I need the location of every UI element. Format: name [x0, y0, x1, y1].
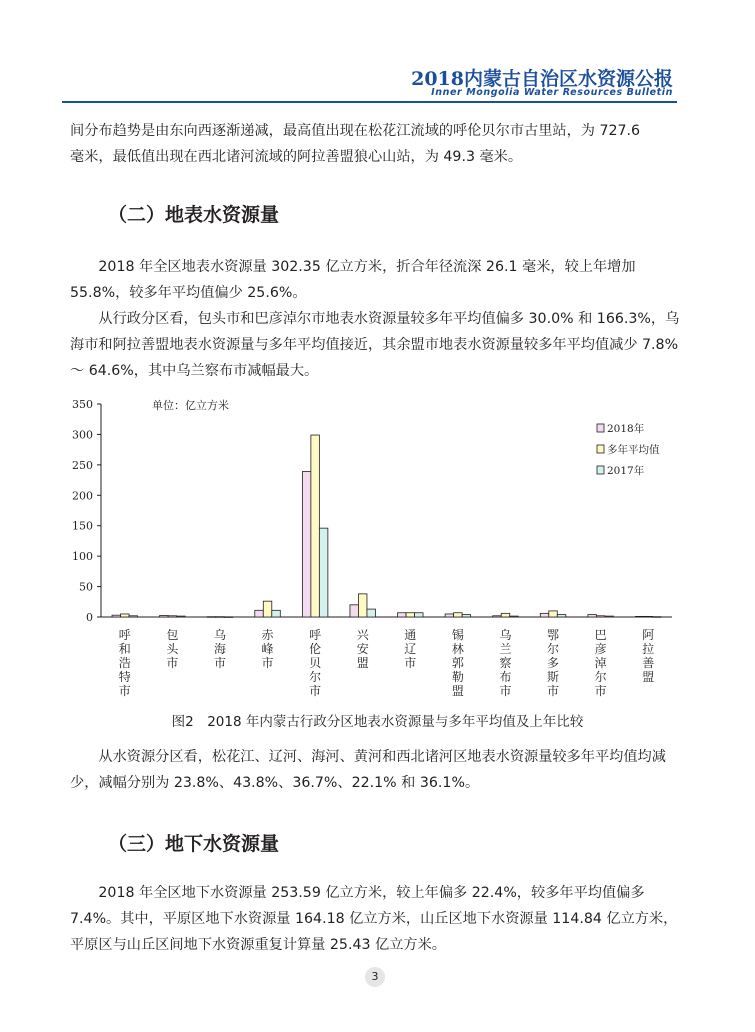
bar-1-8 — [501, 613, 510, 617]
category-label-5: 兴安盟 — [356, 628, 369, 670]
bar-2-8 — [510, 616, 519, 617]
bar-2-1 — [177, 616, 186, 617]
bar-2-0 — [129, 616, 138, 617]
bulletin-title: 2018内蒙古自治区水资源公报 — [411, 68, 673, 90]
bar-2-9 — [557, 615, 566, 617]
paragraph-0-line-1: 间分布趋势是由东向西逐渐递减，最高值出现在松花江流域的呼伦贝尔市古里站，为 727.6 — [70, 123, 641, 139]
paragraph-surface-total: 2018 年全区地表水资源量 302.35 亿立方米，折合年径流深 26.1 毫米，较上年增加 55.8%，较多年平均值偏少 25.6%。 — [70, 259, 636, 301]
bar-0-10 — [588, 615, 597, 617]
category-label-1: 包头市 — [166, 628, 179, 670]
y-tick-label-3: 150 — [72, 519, 93, 533]
bar-0-2 — [207, 617, 216, 618]
paragraph-groundwater: 2018 年全区地下水资源量 253.59 亿立方米，较上年偏多 22.4%，较多年平均值偏多 7.4%。其中，平原区地下水资源量 164.18 亿立方米，山丘区地下水资源量 114.84 亿立方米，平原区与山丘区间地下水资源重复计算量 25.43 亿立方米。 — [70, 885, 678, 953]
paragraph-water-zones: 从水资源分区看，松花江、辽河、海河、黄河和西北诸河区地表水资源量较多年平均值均减少，减幅分别为 23.8%、43.8%、36.7%、22.1% 和 36.1%。 — [70, 749, 666, 791]
bar-2-6 — [415, 613, 424, 617]
paragraph-admin-regions: 从行政分区看，包头市和巴彦淖尔市地表水资源量较多年平均值偏多 30.0% 和 166.3%，乌海市和阿拉善盟地表水资源量与多年平均值接近，其余盟市地表水资源量较多年平均值减少 7.8% ～ 64.6%，其中乌兰察布市减幅最大。 — [70, 311, 680, 379]
category-label-3: 赤峰市 — [261, 628, 274, 670]
y-tick-label-6: 300 — [72, 428, 93, 442]
bar-0-11 — [635, 616, 644, 617]
bulletin-subtitle: Inner Mongolia Water Resources Bulletin — [431, 87, 673, 98]
bar-1-0 — [121, 614, 129, 617]
category-label-2: 乌海市 — [213, 628, 226, 670]
bar-0-1 — [160, 615, 169, 617]
bar-0-8 — [493, 616, 502, 617]
bar-2-11 — [652, 617, 661, 618]
header-rule — [62, 101, 677, 103]
bar-1-2 — [216, 617, 225, 618]
legend-label-0: 2018年 — [607, 423, 645, 435]
category-label-6: 通辽市 — [404, 628, 417, 670]
bar-0-0 — [112, 615, 121, 617]
bar-1-6 — [406, 613, 415, 617]
bar-1-11 — [644, 616, 653, 617]
legend-swatch-1 — [597, 445, 604, 453]
bar-2-3 — [272, 610, 281, 617]
y-tick-label-2: 100 — [72, 550, 93, 564]
section-heading-groundwater: （三）地下水资源量 — [108, 833, 280, 855]
bar-1-4 — [311, 435, 320, 617]
bar-2-7 — [462, 615, 471, 617]
surface-water-bar-chart — [56, 392, 696, 698]
bar-2-10 — [605, 616, 614, 617]
bar-1-10 — [596, 616, 605, 617]
category-label-0: 呼和浩特市 — [118, 628, 131, 698]
bar-2-5 — [367, 609, 376, 617]
category-label-7: 锡林郭勒盟 — [451, 628, 464, 698]
bar-1-7 — [454, 613, 463, 617]
category-label-4: 呼伦贝尔市 — [309, 628, 322, 698]
bar-0-3 — [255, 610, 264, 617]
legend-swatch-0 — [597, 424, 604, 432]
y-tick-label-7: 350 — [72, 398, 93, 411]
legend-label-1: 多年平均值 — [607, 444, 660, 456]
legend-label-2: 2017年 — [607, 465, 645, 477]
bar-0-6 — [398, 613, 407, 617]
page-number: 3 — [365, 967, 385, 987]
bar-0-4 — [302, 472, 311, 617]
bar-0-7 — [445, 614, 454, 617]
bar-0-5 — [350, 605, 359, 617]
paragraph-0-line-2: 毫米，最低值出现在西北诸河流域的阿拉善盟狼心山站，为 49.3 毫米。 — [70, 149, 523, 165]
y-tick-label-1: 50 — [79, 580, 93, 594]
y-tick-label-4: 200 — [72, 489, 93, 503]
bar-0-9 — [540, 613, 549, 617]
unit-label: 单位：亿立方米 — [152, 399, 229, 412]
legend-swatch-2 — [597, 466, 604, 474]
category-label-11: 阿拉善盟 — [642, 628, 655, 684]
page-header — [0, 0, 755, 110]
bar-2-2 — [224, 617, 233, 618]
bar-1-5 — [358, 594, 367, 617]
bar-1-3 — [263, 601, 272, 617]
section-heading-surface-water: （二）地表水资源量 — [108, 204, 280, 226]
figure-caption: 图2 2018 年内蒙古行政分区地表水资源量与多年平均值及上年比较 — [171, 714, 584, 730]
category-label-10: 巴彦淖尔市 — [594, 628, 607, 698]
y-tick-label-5: 250 — [72, 458, 93, 472]
y-tick-label-0: 0 — [86, 611, 93, 624]
bar-1-9 — [549, 611, 558, 617]
category-label-8: 乌兰察布市 — [499, 628, 512, 698]
bar-2-4 — [319, 528, 328, 617]
category-label-9: 鄂尔多斯市 — [547, 628, 560, 698]
bar-1-1 — [168, 616, 177, 617]
